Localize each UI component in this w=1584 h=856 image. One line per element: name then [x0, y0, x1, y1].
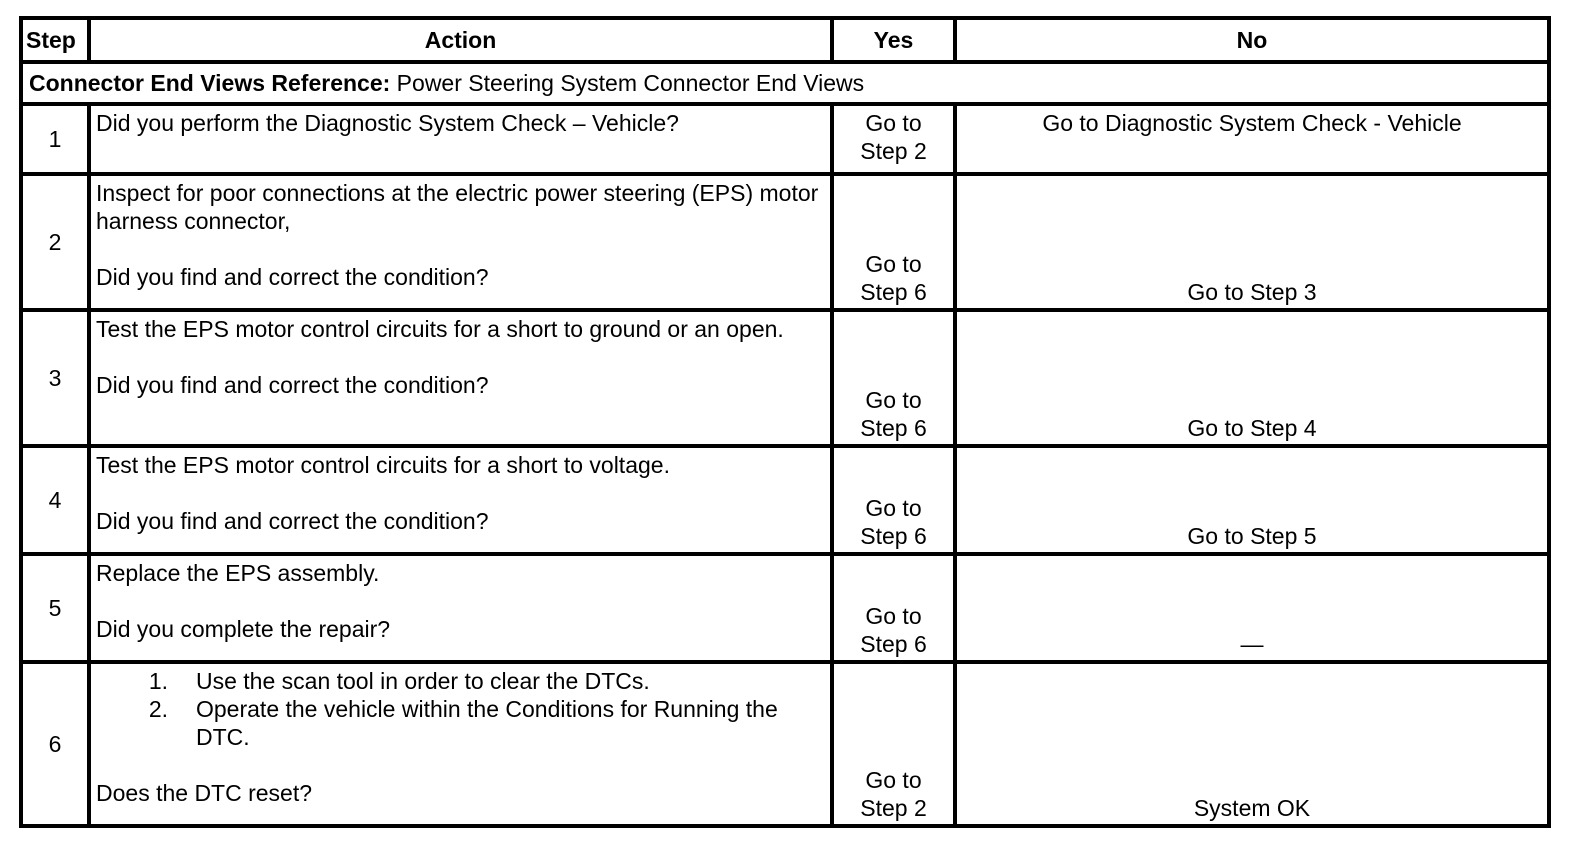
list-item: [96, 695, 825, 751]
table-row: [21, 104, 1549, 174]
yes-line: Step 2: [860, 795, 927, 821]
action-cell: [89, 554, 832, 662]
action-text: Inspect for poor connections at the electric power steering (EPS) motor harness connector,: [96, 180, 819, 234]
reference-text: Power Steering System Connector End Views: [390, 70, 865, 96]
list-item-text: Operate the vehicle within the Conditions for Running the DTC.: [196, 696, 778, 750]
yes-cell: [832, 104, 955, 174]
action-question: Did you find and correct the condition?: [96, 264, 489, 290]
step-number: 3: [21, 310, 89, 446]
step-number: 1: [21, 104, 89, 174]
action-cell: [89, 662, 832, 826]
no-cell: Go to Step 3: [955, 174, 1549, 310]
table-row: [21, 310, 1549, 446]
reference-cell: [21, 62, 1549, 104]
header-step: Step: [21, 18, 89, 62]
action-steps-list: [96, 667, 825, 751]
no-cell: —: [955, 554, 1549, 662]
table-row: [21, 554, 1549, 662]
yes-line: Go to: [865, 767, 922, 793]
action-cell: [89, 174, 832, 310]
yes-line: Go to: [865, 251, 922, 277]
yes-line: Step 6: [860, 279, 927, 305]
yes-line: Go to: [865, 495, 922, 521]
table-row: [21, 662, 1549, 826]
action-text: Replace the EPS assembly.: [96, 560, 380, 586]
action-cell: [89, 104, 832, 174]
yes-line: Go to: [865, 110, 922, 136]
yes-line: Go to: [865, 387, 922, 413]
reference-row: [21, 62, 1549, 104]
reference-label: Connector End Views Reference:: [29, 70, 391, 96]
header-row: [21, 18, 1549, 62]
action-cell: [89, 446, 832, 554]
diagnostic-table: [19, 16, 1551, 828]
list-item: [96, 667, 825, 695]
step-number: 2: [21, 174, 89, 310]
action-text: Test the EPS motor control circuits for a short to ground or an open.: [96, 316, 784, 342]
yes-cell: [832, 174, 955, 310]
no-cell: Go to Step 4: [955, 310, 1549, 446]
yes-line: Step 6: [860, 631, 927, 657]
yes-line: Step 2: [860, 138, 927, 164]
step-number: 6: [21, 662, 89, 826]
yes-line: Step 6: [860, 523, 927, 549]
no-cell: System OK: [955, 662, 1549, 826]
step-number: 5: [21, 554, 89, 662]
list-item-text: Use the scan tool in order to clear the DTCs.: [196, 668, 650, 694]
yes-cell: [832, 662, 955, 826]
header-action: Action: [89, 18, 832, 62]
yes-cell: [832, 310, 955, 446]
action-question: Did you find and correct the condition?: [96, 508, 489, 534]
action-text: Did you perform the Diagnostic System Check – Vehicle?: [96, 110, 679, 136]
list-item-number: 1.: [148, 668, 168, 694]
yes-cell: [832, 554, 955, 662]
action-text: Test the EPS motor control circuits for a short to voltage.: [96, 452, 670, 478]
action-cell: [89, 310, 832, 446]
action-question: Did you find and correct the condition?: [96, 372, 489, 398]
yes-cell: [832, 446, 955, 554]
table-row: [21, 446, 1549, 554]
no-cell: Go to Diagnostic System Check - Vehicle: [955, 104, 1549, 174]
step-number: 4: [21, 446, 89, 554]
action-question: Did you complete the repair?: [96, 616, 391, 642]
table-row: [21, 174, 1549, 310]
yes-line: Step 6: [860, 415, 927, 441]
header-no: No: [955, 18, 1549, 62]
header-yes: Yes: [832, 18, 955, 62]
no-cell: Go to Step 5: [955, 446, 1549, 554]
yes-line: Go to: [865, 603, 922, 629]
list-item-number: 2.: [148, 696, 168, 722]
action-question: Does the DTC reset?: [96, 780, 313, 806]
